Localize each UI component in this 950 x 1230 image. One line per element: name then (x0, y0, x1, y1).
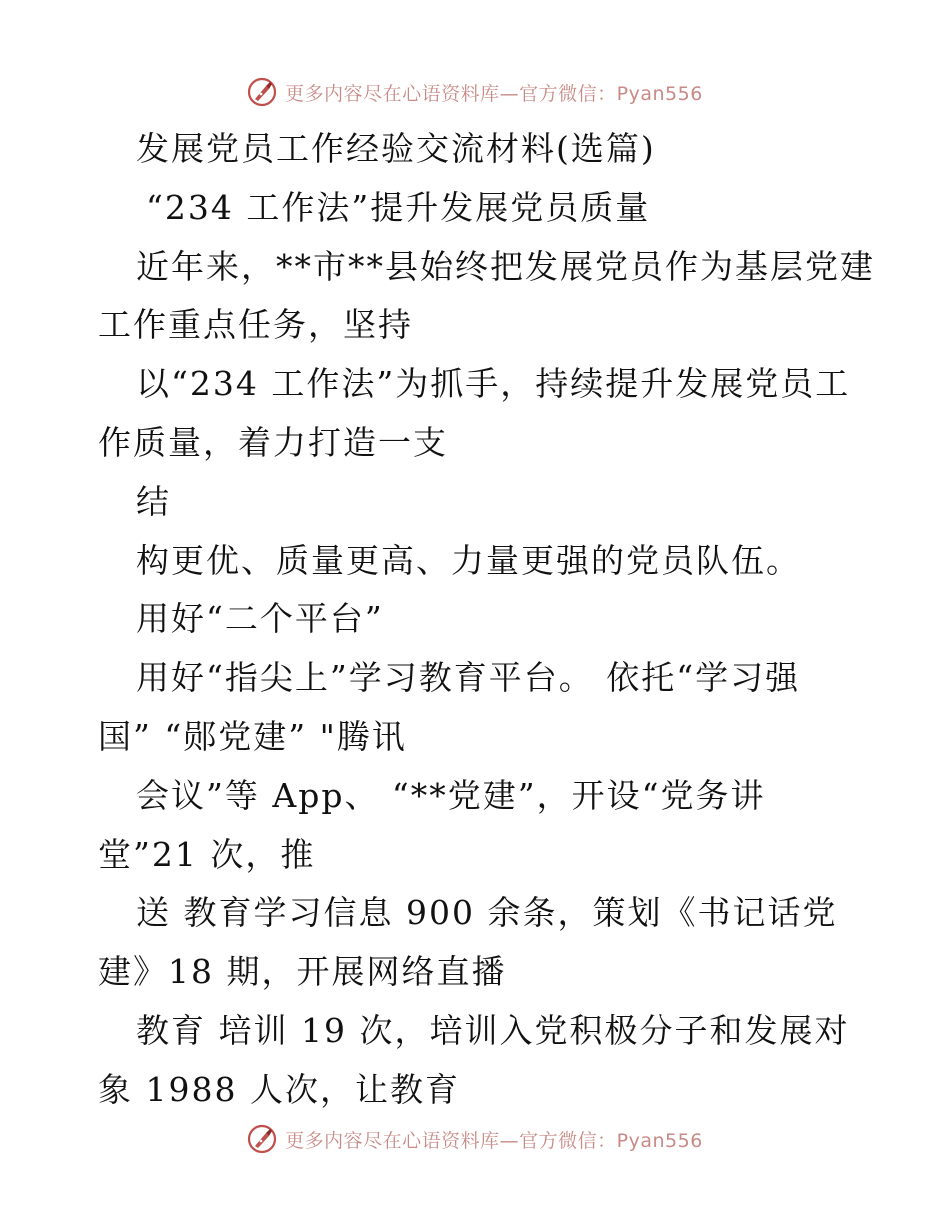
paragraph-line: 国” “郧党建” "腾讯 (98, 716, 407, 756)
paragraph-line: 构更优、质量更高、力量更强的党员队伍。 (136, 540, 801, 580)
subsection-heading: 用好“二个平台” (136, 599, 384, 639)
pen-nib-logo-icon (247, 77, 277, 107)
paragraph-line: 以“234 工作法”为抓手，持续提升发展党员工 (136, 364, 851, 404)
paragraph-line: 送 教育学习信息 900 余条，策划《书记话党 (136, 893, 838, 933)
paragraph-line: 会议”等 App、 “**党建”，开设“党务讲 (136, 775, 766, 815)
document-title: 发展党员工作经验交流材料(选篇) (136, 129, 656, 168)
paragraph-line: 建》18 期，开展网络直播 (98, 952, 507, 992)
paragraph-line: 近年来，**市**县始终把发展党员作为基层党建 (136, 246, 875, 286)
paragraph-line: 堂”21 次，推 (98, 834, 316, 874)
paragraph-line: 作质量，着力打造一支 (98, 422, 448, 462)
document-body (98, 120, 875, 1120)
paragraph-line: 象 1988 人次，让教育 (98, 1069, 460, 1109)
paragraph-line: 用好“指尖上”学习教育平台。 依托“学习强 (136, 658, 801, 698)
paragraph-line: 教育 培训 19 次，培训入党积极分子和发展对 (136, 1010, 850, 1050)
paragraph-line: 结 (136, 481, 171, 521)
watermark-header (0, 70, 950, 114)
paragraph-line: 工作重点任务，坚持 (98, 305, 413, 345)
pen-nib-logo-icon (247, 1124, 277, 1154)
watermark-text: 更多内容尽在心语资料库—官方微信：Pyan556 (285, 1129, 703, 1152)
watermark-text: 更多内容尽在心语资料库—官方微信：Pyan556 (285, 82, 703, 105)
section-heading: “234 工作法”提升发展党员质量 (146, 187, 651, 227)
watermark-footer (0, 1117, 950, 1161)
